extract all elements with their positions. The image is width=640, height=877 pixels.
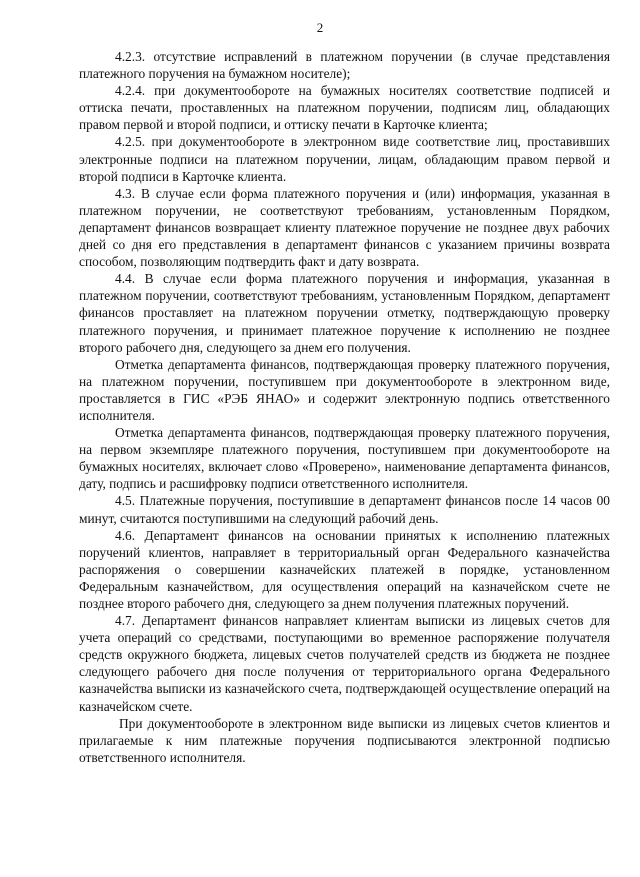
clause-4-4: 4.4. В случае если форма платежного поручения и информация, указанная в платежном поручении, соответствуют требованиям, установленным Порядком, департамент финансов проставляет на платежном поручении отметку, подтверждающую проверку платежного поручения, и принимает платежное поручение к исполнению не позднее второго рабочего дня, следующего за днем его получения. <box>79 271 610 355</box>
clause-4-7: 4.7. Департамент финансов направляет клиентам выписки из лицевых счетов для учета операций со средствами, поступающими во временное распоряжение получателя средств окружного бюджета, лицевых счетов получателей средств из бюджета не позднее следующего рабочего дня после получения от территориального органа Федерального казначейства выписки из казначейского счета, подтверждающей осуществление операций на казначейском счете. <box>79 613 610 714</box>
page-number: 2 <box>316 20 324 35</box>
clause-4-3: 4.3. В случае если форма платежного поручения и (или) информация, указанная в платежном поручении, не соответствуют требованиям, установленным Порядком, департамент финансов возвращает клиенту платежное поручение не позднее двух рабочих дней со дня его представления в департамент финансов с указанием причины возврата способом, позволяющим подтвердить факт и дату возврата. <box>79 185 610 270</box>
document-body <box>79 48 610 766</box>
clause-4-2-4: 4.2.4. при документообороте на бумажных носителях соответствие подписей и оттиска печати, проставленных на платежном поручении, подписям лиц, обладающих правом первой и второй подписи, и оттиску печати в Карточке клиента; <box>79 83 610 133</box>
paragraph-electronic-statements: При документообороте в электронном виде выписки из лицевых счетов клиентов и прилагаемые к ним платежные поручения подписываются электронной подписью ответственного исполнителя. <box>79 715 610 765</box>
clause-4-2-3: 4.2.3. отсутствие исправлений в платежном поручении (в случае представления платежного поручения на бумажном носителе); <box>79 49 610 82</box>
clause-4-2-5: 4.2.5. при документообороте в электронном виде соответствие лиц, проставивших электронные подписи на платежном поручении, лицам, обладающим правом первой и второй подписи в Карточке клиента. <box>79 134 610 184</box>
paragraph-paper-mark: Отметка департамента финансов, подтверждающая проверку платежного поручения, на первом экземпляре платежного поручения, поступившем при документообороте на бумажных носителях, включает слово «Проверено», наименование департамента финансов, дату, подпись и расшифровку подписи ответственного исполнителя. <box>79 425 610 492</box>
clause-4-5: 4.5. Платежные поручения, поступившие в департамент финансов после 14 часов 00 минут, считаются поступившими на следующий рабочий день. <box>79 493 610 526</box>
clause-4-6: 4.6. Департамент финансов на основании принятых к исполнению платежных поручений клиентов, направляет в территориальный орган Федерального казначейства распоряжения о совершении казначейских платежей в порядке, установленном Федеральным казначейством, для осуществления операций на казначейском счете не позднее второго рабочего дня, следующего за днем получения платежных поручений. <box>79 527 610 611</box>
paragraph-electronic-mark: Отметка департамента финансов, подтверждающая проверку платежного поручения, на платежном поручении, поступившем при документообороте в электронном виде, проставляется в ГИС «РЭБ ЯНАО» и содержит электронную подпись ответственного исполнителя. <box>79 356 610 423</box>
